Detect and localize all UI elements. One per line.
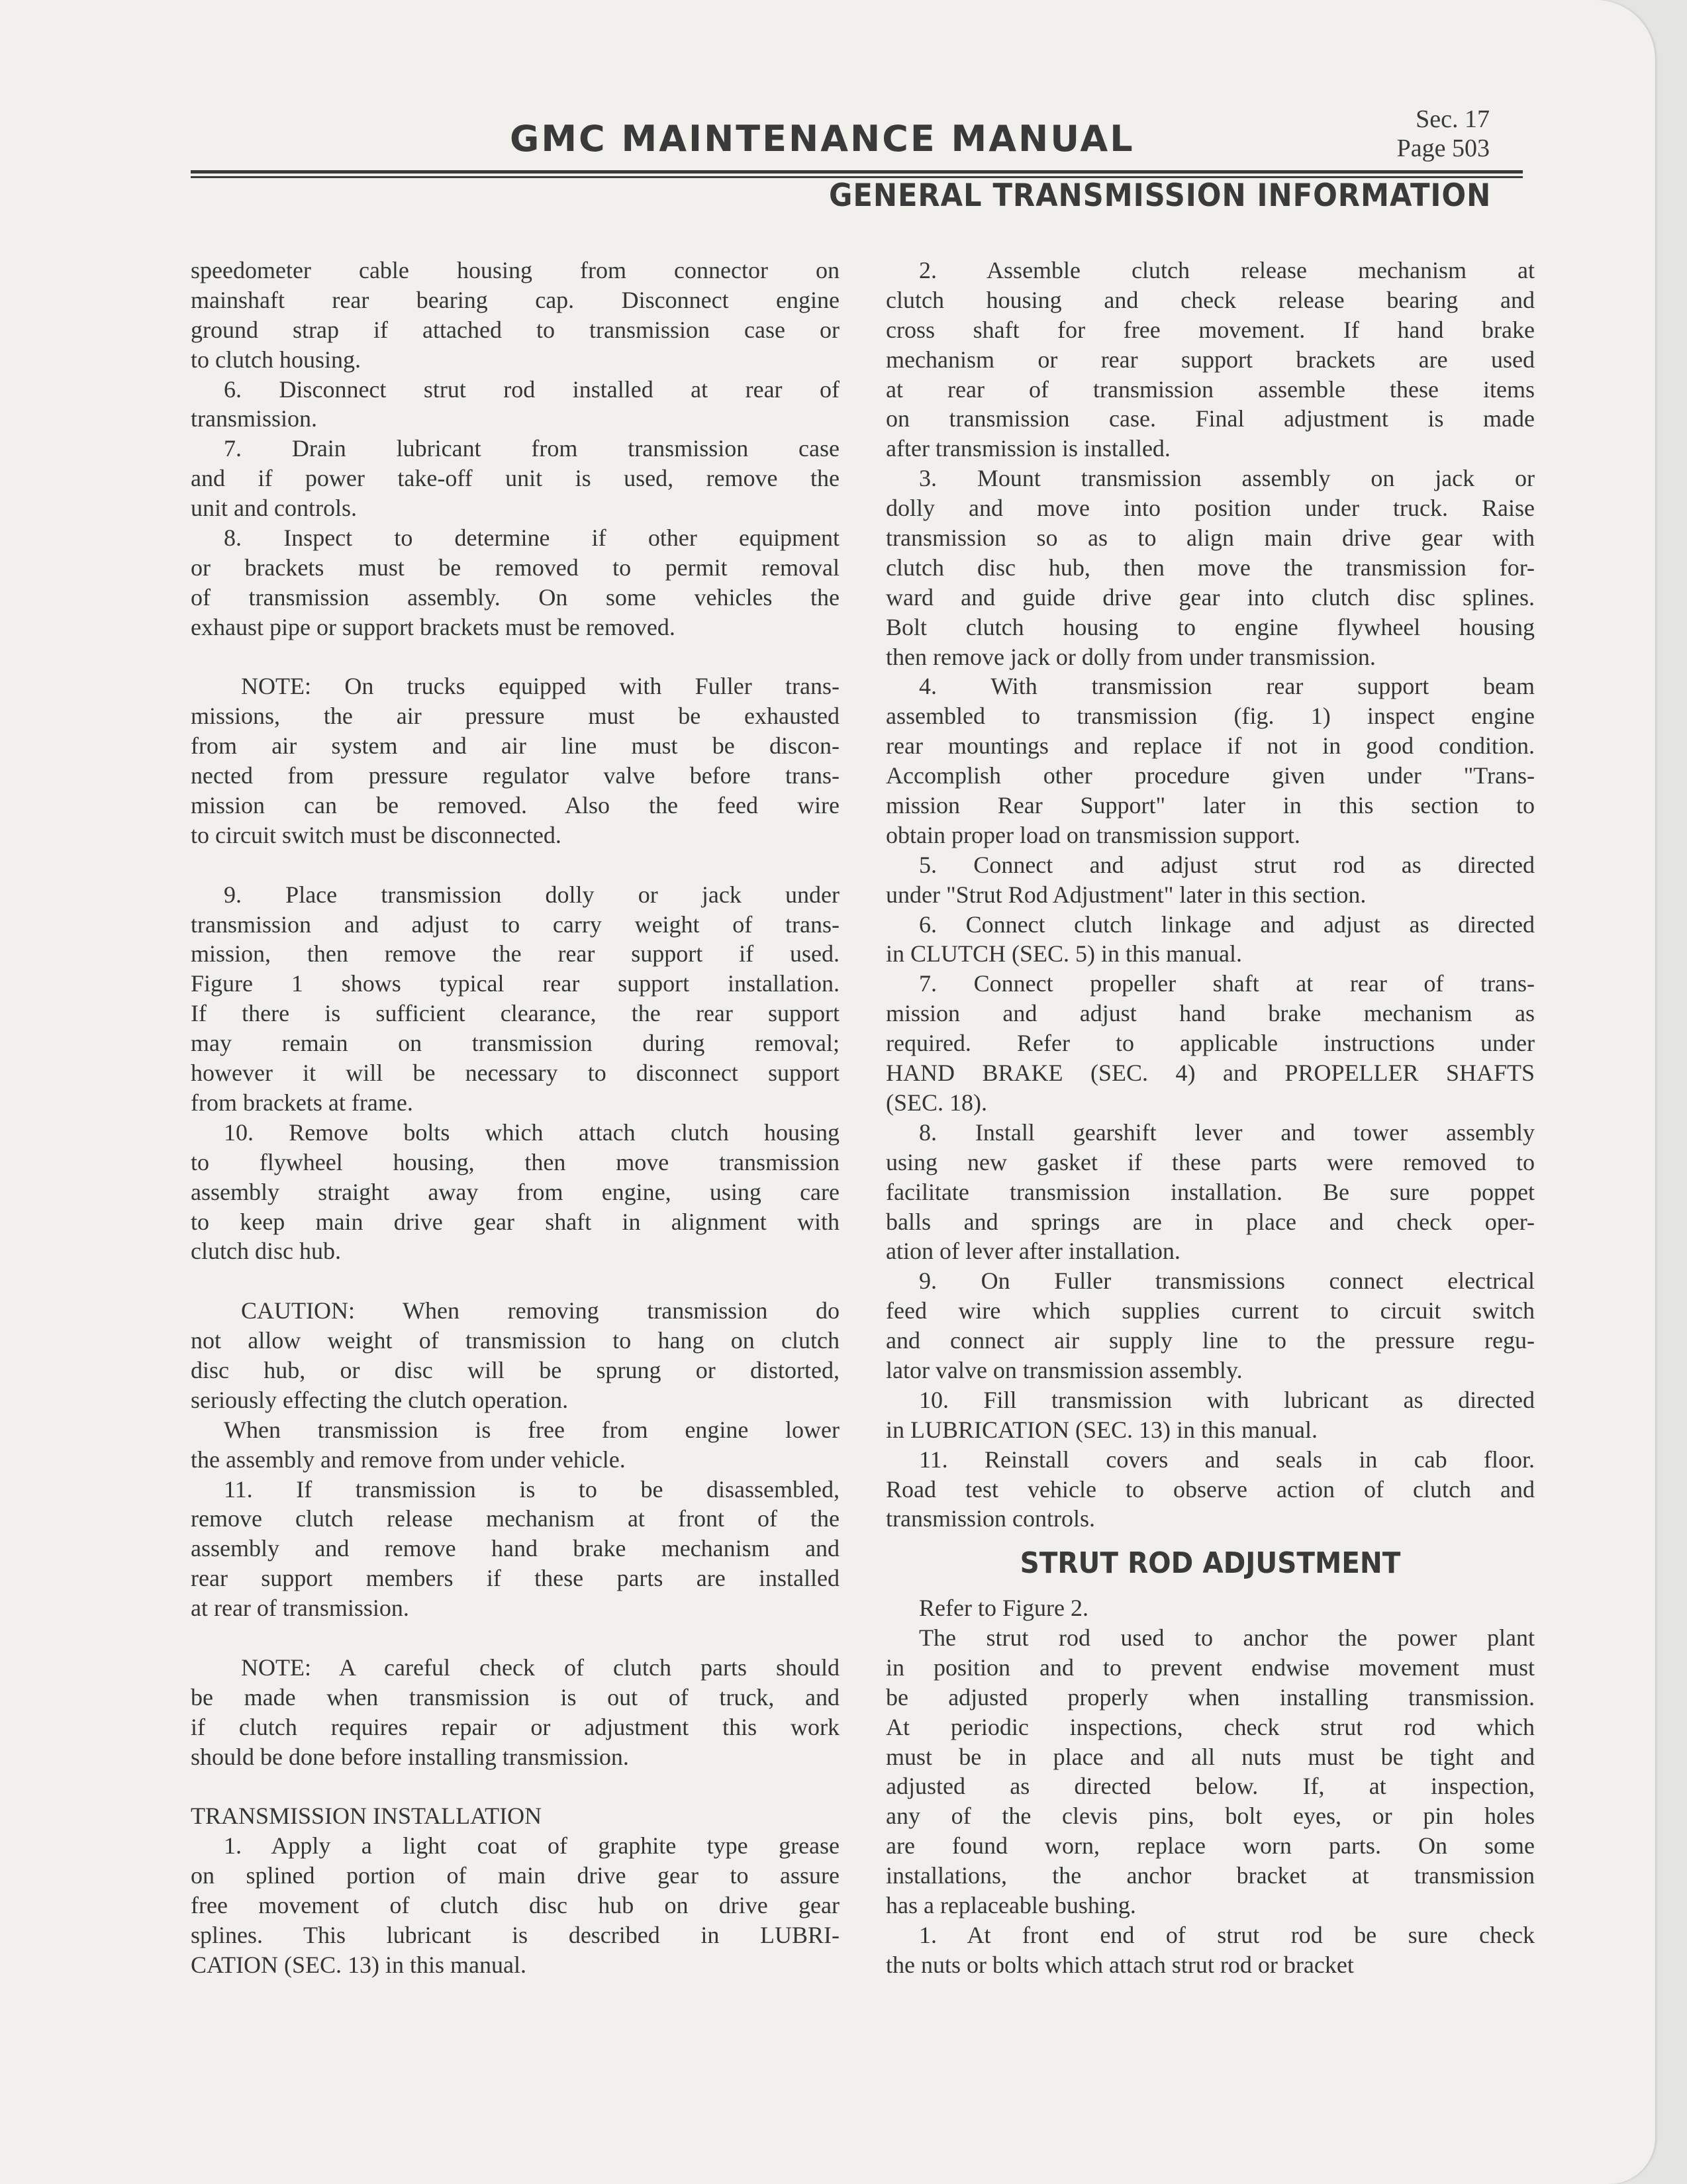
text-line: at rear of transmission.: [191, 1595, 409, 1622]
text-line: clutch disc hub.: [191, 1238, 341, 1265]
text-line: If there is sufficient clearance, the rear support: [191, 1000, 840, 1027]
paragraph: [886, 969, 1535, 1117]
manual-title: GMC MAINTENANCE MANUAL: [510, 118, 1135, 160]
paragraph: [191, 1415, 840, 1475]
text-line: CATION (SEC. 13) in this manual.: [191, 1951, 526, 1978]
text-line: to circuit switch must be disconnected.: [191, 821, 561, 848]
text-line: mission, then remove the rear support if used.: [191, 940, 840, 968]
text-line: assembly and remove hand brake mechanism and: [191, 1535, 840, 1562]
text-line: 11. If transmission is to be disassembled,: [224, 1475, 840, 1503]
text-line: ground strap if attached to transmission case or: [191, 316, 840, 343]
text-line: rear support members if these parts are installed: [191, 1565, 840, 1592]
text-line: using new gasket if these parts were removed to: [886, 1148, 1535, 1175]
text-line: At periodic inspections, check strut rod which: [886, 1713, 1535, 1740]
text-line: mission Rear Support" later in this section to: [886, 792, 1535, 819]
text-line: clutch disc hub, then move the transmission for-: [886, 554, 1535, 581]
text-line: should be done before installing transmission.: [191, 1743, 629, 1770]
text-line: from brackets at frame.: [191, 1089, 413, 1116]
text-line: 7. Drain lubricant from transmission case: [224, 435, 840, 462]
text-line: or brackets must be removed to permit removal: [191, 554, 840, 581]
text-line: seriously effecting the clutch operation.: [191, 1386, 569, 1413]
text-line: dolly and move into position under truck. Raise: [886, 495, 1535, 522]
text-line: rear mountings and replace if not in good condition.: [886, 732, 1535, 760]
text-line: and connect air supply line to the pressure regu-: [886, 1327, 1535, 1354]
text-line: missions, the air pressure must be exhausted: [191, 703, 840, 730]
text-line: the assembly and remove from under vehicle.: [191, 1446, 626, 1473]
paragraph: [886, 1445, 1535, 1534]
text-line: assembly straight away from engine, using care: [191, 1178, 840, 1205]
text-line: to flywheel housing, then move transmission: [191, 1148, 840, 1175]
text-line: 10. Remove bolts which attach clutch housing: [224, 1118, 840, 1146]
text-line: to keep main drive gear shaft in alignment with: [191, 1208, 840, 1235]
text-line: cross shaft for free movement. If hand brake: [886, 316, 1535, 343]
paragraph: [886, 464, 1535, 671]
text-line: be made when transmission is out of truck, and: [191, 1683, 840, 1711]
text-line: 11. Reinstall covers and seals in cab floor.: [919, 1446, 1535, 1473]
text-line: any of the clevis pins, bolt eyes, or pin holes: [886, 1803, 1535, 1830]
text-line: at rear of transmission assemble these items: [886, 375, 1535, 403]
header-rule: [191, 170, 1523, 174]
text-line: be adjusted properly when installing transmission.: [886, 1683, 1535, 1711]
text-line: When transmission is free from engine lower: [224, 1416, 840, 1443]
text-line: obtain proper load on transmission support.: [886, 821, 1300, 848]
text-line: 7. Connect propeller shaft at rear of trans-: [919, 970, 1535, 997]
paragraph: [191, 1118, 840, 1266]
text-line: 2. Assemble clutch release mechanism at: [919, 257, 1535, 283]
paragraph: [191, 434, 840, 523]
paragraph: [886, 1920, 1535, 1980]
text-line: free movement of clutch disc hub on drive gear: [191, 1891, 840, 1918]
text-line: not allow weight of transmission to hang on clutch: [191, 1327, 840, 1354]
text-line: 9. Place transmission dolly or jack under: [224, 881, 840, 908]
paragraph: [886, 671, 1535, 850]
text-line: 4. With transmission rear support beam: [919, 673, 1535, 700]
text-line: exhaust pipe or support brackets must be removed.: [191, 613, 675, 640]
paragraph-gap: [191, 1771, 840, 1801]
page-number: Page 503: [1396, 134, 1490, 162]
text-line: TRANSMISSION INSTALLATION: [191, 1803, 542, 1830]
left-text-column: [191, 256, 840, 1980]
text-line: 5. Connect and adjust strut rod as directed: [919, 851, 1535, 878]
text-line: 6. Connect clutch linkage and adjust as directed: [919, 911, 1535, 938]
chapter-title: GENERAL TRANSMISSION INFORMATION: [828, 177, 1491, 214]
text-line: unit and controls.: [191, 495, 357, 522]
text-line: must be in place and all nuts must be tight and: [886, 1743, 1535, 1770]
text-line: under "Strut Rod Adjustment" later in this section.: [886, 881, 1367, 908]
text-line: transmission and adjust to carry weight of trans-: [191, 911, 840, 938]
text-line: then remove jack or dolly from under transmission.: [886, 643, 1376, 670]
paragraph: [191, 1296, 840, 1415]
text-line: NOTE: On trucks equipped with Fuller trans-: [241, 673, 840, 700]
paragraph-gap: [191, 642, 840, 672]
text-line: ation of lever after installation.: [886, 1238, 1181, 1265]
paragraph: [886, 1593, 1535, 1623]
text-line: the nuts or bolts which attach strut rod or bracket: [886, 1951, 1354, 1978]
paragraph: [191, 880, 840, 1118]
text-line: clutch housing and check release bearing and: [886, 286, 1535, 313]
section-heading: STRUT ROD ADJUSTMENT: [1020, 1546, 1401, 1581]
section-page-label: [1397, 105, 1490, 163]
text-line: Road test vehicle to observe action of clutch and: [886, 1475, 1535, 1503]
text-line: nected from pressure regulator valve before trans-: [191, 762, 840, 789]
text-line: after transmission is installed.: [886, 435, 1171, 462]
text-line: in LUBRICATION (SEC. 13) in this manual.: [886, 1416, 1318, 1443]
text-line: transmission.: [191, 405, 318, 432]
paragraph: [886, 1623, 1535, 1920]
paragraph: [191, 1801, 840, 1831]
text-line: 3. Mount transmission assembly on jack or: [919, 465, 1535, 492]
paragraph: [191, 256, 840, 375]
text-line: in position and to prevent endwise movement must: [886, 1654, 1535, 1681]
text-line: may remain on transmission during removal;: [191, 1030, 840, 1057]
text-line: has a replaceable bushing.: [886, 1892, 1136, 1918]
paragraph-gap: [191, 1266, 840, 1296]
paragraph: [886, 1118, 1535, 1266]
text-line: Accomplish other procedure given under "Trans-: [886, 762, 1535, 789]
paragraph: [191, 523, 840, 642]
text-line: from air system and air line must be discon-: [191, 732, 840, 760]
text-line: of transmission assembly. On some vehicles the: [191, 583, 840, 611]
text-line: remove clutch release mechanism at front of the: [191, 1505, 840, 1532]
text-line: Figure 1 shows typical rear support installation.: [191, 970, 840, 997]
text-line: balls and springs are in place and check oper-: [886, 1208, 1535, 1235]
text-line: transmission so as to align main drive gear with: [886, 524, 1535, 552]
text-line: 8. Install gearshift lever and tower assembly: [919, 1118, 1535, 1146]
text-line: Refer to Figure 2.: [919, 1595, 1088, 1622]
text-line: HAND BRAKE (SEC. 4) and PROPELLER SHAFTS: [886, 1060, 1535, 1087]
text-line: ward and guide drive gear into clutch disc splines.: [886, 583, 1535, 611]
text-line: on transmission case. Final adjustment is made: [886, 405, 1535, 432]
text-line: and if power take-off unit is used, remove the: [191, 465, 840, 492]
text-line: mechanism or rear support brackets are used: [886, 346, 1535, 373]
paragraph: [191, 1475, 840, 1623]
text-line: speedometer cable housing from connector on: [191, 257, 840, 283]
text-line: transmission controls.: [886, 1505, 1095, 1532]
paragraph: [886, 256, 1535, 464]
paragraph: [191, 375, 840, 434]
text-line: 1. Apply a light coat of graphite type grease: [224, 1832, 840, 1860]
text-line: Bolt clutch housing to engine flywheel housing: [886, 613, 1535, 640]
text-line: 8. Inspect to determine if other equipment: [224, 524, 840, 552]
text-line: in CLUTCH (SEC. 5) in this manual.: [886, 940, 1242, 968]
text-line: are found worn, replace worn parts. On some: [886, 1832, 1535, 1860]
text-line: (SEC. 18).: [886, 1089, 987, 1116]
text-line: installations, the anchor bracket at transmission: [886, 1862, 1535, 1889]
text-line: CAUTION: When removing transmission do: [241, 1297, 840, 1324]
text-line: on splined portion of main drive gear to assure: [191, 1862, 840, 1889]
text-line: adjusted as directed below. If, at inspection,: [886, 1773, 1535, 1800]
text-line: feed wire which supplies current to circuit switch: [886, 1297, 1535, 1324]
paragraph: [886, 1266, 1535, 1385]
right-text-column: [886, 256, 1535, 1980]
paragraph: [886, 910, 1535, 969]
text-line: 10. Fill transmission with lubricant as directed: [919, 1386, 1535, 1413]
paragraph-gap: [191, 850, 840, 880]
text-line: 9. On Fuller transmissions connect electrical: [919, 1267, 1535, 1295]
text-line: facilitate transmission installation. Be sure poppet: [886, 1178, 1535, 1205]
section-number: Sec. 17: [1416, 105, 1490, 133]
text-line: however it will be necessary to disconnect support: [191, 1060, 840, 1087]
text-line: disc hub, or disc will be sprung or distorted,: [191, 1356, 840, 1383]
text-line: mainshaft rear bearing cap. Disconnect engine: [191, 286, 840, 313]
text-line: NOTE: A careful check of clutch parts should: [241, 1654, 840, 1681]
paragraph-gap: [191, 1623, 840, 1653]
text-line: 1. At front end of strut rod be sure check: [919, 1921, 1535, 1948]
text-line: splines. This lubricant is described in LUBRI-: [191, 1921, 840, 1948]
paragraph: [886, 850, 1535, 910]
text-line: to clutch housing.: [191, 346, 361, 373]
text-line: if clutch requires repair or adjustment this work: [191, 1713, 840, 1740]
text-line: required. Refer to applicable instructions under: [886, 1030, 1535, 1057]
paragraph: [191, 1831, 840, 1979]
paragraph: [191, 671, 840, 850]
text-line: mission and adjust hand brake mechanism as: [886, 1000, 1535, 1027]
paragraph: [191, 1653, 840, 1772]
text-line: assembled to transmission (fig. 1) inspect engine: [886, 703, 1535, 730]
text-line: lator valve on transmission assembly.: [886, 1356, 1243, 1383]
text-line: mission can be removed. Also the feed wire: [191, 792, 840, 819]
text-line: 6. Disconnect strut rod installed at rear of: [224, 375, 840, 403]
paragraph: [886, 1385, 1535, 1445]
text-line: The strut rod used to anchor the power plant: [919, 1624, 1535, 1651]
